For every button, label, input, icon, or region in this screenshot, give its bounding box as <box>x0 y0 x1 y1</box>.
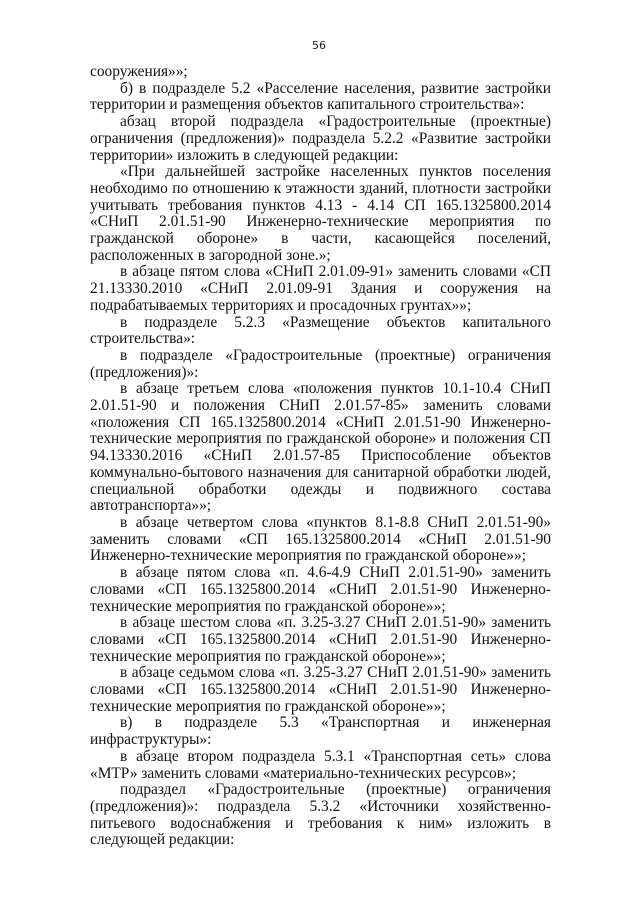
paragraph: в) в подразделе 5.3 «Транспортная и инженерная инфраструктуры»: <box>90 714 551 749</box>
paragraph: б) в подразделе 5.2 «Расселение населения, развитие застройки территории и размещения объектов капитального строительства»: <box>90 79 551 114</box>
paragraph: в абзаце пятом слова «СНиП 2.01.09-91» заменить словами «СП 21.13330.2010 «СНиП 2.01.09-91 Здания и сооружения на подрабатываемых территориях и просадочных грунтах»»; <box>90 263 551 314</box>
paragraph: в абзаце четвертом слова «пунктов 8.1-8.8 СНиП 2.01.51-90» заменить словами «СП 165.1325800.2014 «СНиП 2.01.51-90 Инженерно-технические мероприятия по гражданской обороне»»; <box>90 513 551 565</box>
paragraph: в абзаце третьем слова «положения пунктов 10.1-10.4 СНиП 2.01.51-90 и положения СНиП 2.01.57-85» заменить словами «положения СП 165.1325800.2014 «СНиП 2.01.51-90 Инженерно-технические мероприятия по гражданской обороне» и положения СП 94.13330.2016 «СНиП 2.01.57-85 Приспособление объектов коммунально-бытового назначения для санитарной обработки людей, специальной обработки одежды и подвижного состава автотранспорта»»; <box>90 380 551 515</box>
paragraph: в подразделе 5.2.3 «Размещение объектов капитального строительства»: <box>90 313 551 348</box>
paragraph: в абзаце шестом слова «п. 3.25-3.27 СНиП 2.01.51-90» заменить словами «СП 165.1325800.2014 «СНиП 2.01.51-90 Инженерно-технические мероприятия по гражданской обороне»»; <box>90 614 551 665</box>
paragraph: абзац второй подраздела «Градостроительные (проектные) ограничения (предложения)» подраздела 5.2.2 «Развитие застройки территории» изложить в следующей редакции: <box>90 113 551 164</box>
paragraph: подраздел «Градостроительные (проектные) ограничения (предложения)»: подраздела 5.3.2 «Источники хозяйственно-питьевого водоснабжения и требования к ним» изложить в следующей редакции: <box>90 781 551 849</box>
paragraph: в абзаце втором подраздела 5.3.1 «Транспортная сеть» слова «МТР» заменить словами «материально-технических ресурсов»; <box>90 747 551 782</box>
paragraph: в подразделе «Градостроительные (проектные) ограничения (предложения)»: <box>90 346 551 381</box>
paragraph: сооружения»»; <box>90 63 188 80</box>
paragraph: «При дальнейшей застройке населенных пунктов поселения необходимо по отношению к этажности зданий, плотности застройки учитывать требования пунктов 4.13 - 4.14 СП 165.1325800.2014 «СНиП 2.01.51-90 Инженерно-технические мероприятия по гражданской обороне» в части, касающейся поселений, расположенных в загородной зоне.»; <box>90 163 551 264</box>
paragraph: в абзаце седьмом слова «п. 3.25-3.27 СНиП 2.01.51-90» заменить словами «СП 165.1325800.2014 «СНиП 2.01.51-90 Инженерно-технические мероприятия по гражданской обороне»»; <box>90 664 551 715</box>
page-number: 56 <box>312 39 326 52</box>
document-body <box>90 64 551 849</box>
paragraph: в абзаце пятом слова «п. 4.6-4.9 СНиП 2.01.51-90» заменить словами «СП 165.1325800.2014 «СНиП 2.01.51-90 Инженерно-технические мероприятия по гражданской обороне»»; <box>90 564 551 615</box>
